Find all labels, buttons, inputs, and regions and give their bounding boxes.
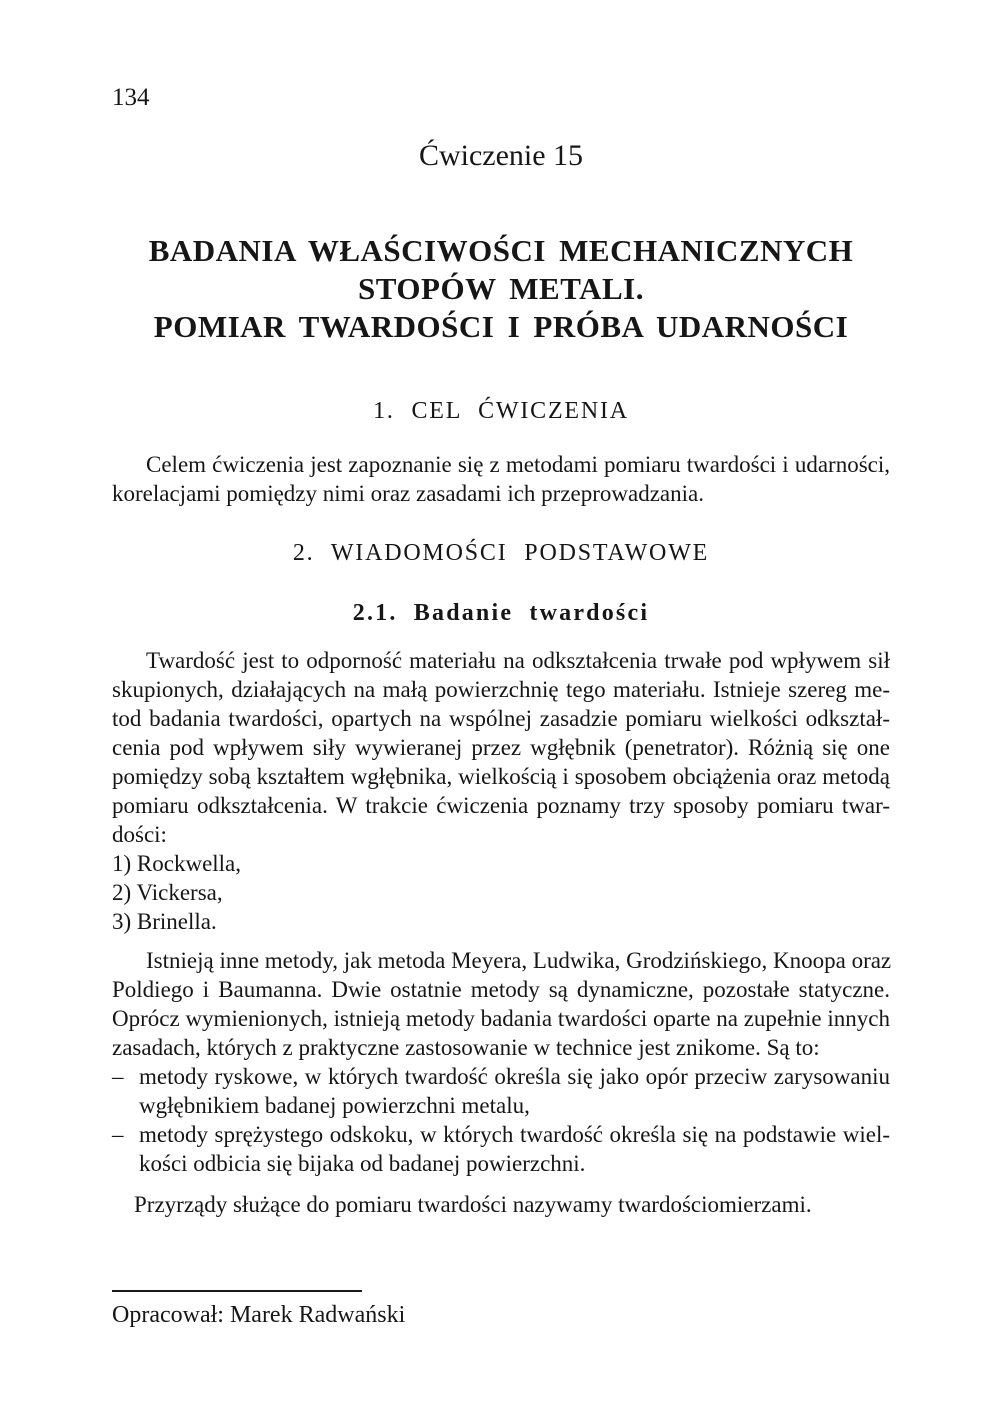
text-line: Twardość jest to odporność materiału na odkształcenia trwałe pod wpływem sił bbox=[146, 648, 890, 673]
text-line: korelacjami pomiędzy nimi oraz zasadami ich przeprowadzania. bbox=[112, 481, 704, 506]
dash-marker: – bbox=[112, 1064, 124, 1089]
text-line: zasadach, których z praktyczne zastosowanie w technice jest znikome. Są to: bbox=[112, 1035, 820, 1060]
other-methods-paragraph bbox=[112, 946, 890, 1062]
dash-list-item bbox=[112, 1120, 890, 1178]
subsection-2-1-heading: 2.1. Badanie twardości bbox=[352, 600, 650, 626]
text-line: dości: bbox=[112, 822, 167, 847]
section-2-heading: 2. WIADOMOŚCI PODSTAWOWE bbox=[292, 540, 710, 566]
page-footer bbox=[112, 1290, 890, 1329]
text-line: metody ryskowe, w których twardość określa się jako opór przeciw zarysowaniu bbox=[139, 1064, 890, 1089]
other-methods-dash-list bbox=[112, 1062, 890, 1178]
text-line: kości odbicia się bijaka od badanej powierzchni. bbox=[139, 1151, 586, 1176]
text-line: BADANIA WŁAŚCIWOŚCI MECHANICZNYCH bbox=[148, 233, 854, 268]
text-line: cenia pod wpływem siły wywieranej przez wgłębnik (penetrator). Różnią się one bbox=[112, 735, 890, 760]
page-number: 134 bbox=[112, 84, 150, 111]
text-line: Celem ćwiczenia jest zapoznanie się z metodami pomiaru twardości i udarności, bbox=[146, 452, 890, 477]
page-content-column bbox=[112, 0, 890, 1219]
text-line: Istnieją inne metody, jak metoda Meyera, Ludwika, Grodzińskiego, Knoopa oraz bbox=[146, 948, 892, 973]
dash-item-text bbox=[139, 1120, 890, 1178]
hardness-testers-paragraph bbox=[112, 1190, 890, 1219]
text-line: Oprócz wymienionych, istnieją metody badania twardości oparte na zupełnie innych bbox=[112, 1006, 890, 1031]
text-line: STOPÓW METALI. bbox=[358, 271, 644, 306]
dash-marker: – bbox=[112, 1122, 124, 1147]
text-line: pomiędzy sobą kształtem wgłębnika, wielkością i sposobem obciążenia oraz metodą bbox=[112, 764, 890, 789]
hardness-intro-paragraph bbox=[112, 646, 890, 849]
text-line: POMIAR TWARDOŚCI I PRÓBA UDARNOŚCI bbox=[153, 309, 849, 344]
text-line: 1) Rockwella, bbox=[112, 851, 242, 876]
document-title bbox=[112, 232, 890, 346]
text-line: 2) Vickersa, bbox=[112, 880, 223, 905]
author-credit: Opracował: Marek Radwański bbox=[112, 1302, 406, 1328]
text-line: 3) Brinella. bbox=[112, 909, 217, 934]
dash-list-item bbox=[112, 1062, 890, 1120]
dash-item-text bbox=[139, 1062, 890, 1120]
footnote-rule bbox=[112, 1290, 362, 1292]
section-1-paragraph bbox=[112, 450, 890, 508]
text-line: pomiaru odkształcenia. W trakcie ćwiczenia poznamy trzy sposoby pomiaru twar- bbox=[112, 793, 890, 818]
text-line: tod badania twardości, opartych na wspólnej zasadzie pomiaru wielkości odkształ- bbox=[112, 706, 890, 731]
text-line: metody sprężystego odskoku, w których twardość określa się na podstawie wiel- bbox=[139, 1122, 890, 1147]
text-line: Poldiego i Baumanna. Dwie ostatnie metody są dynamiczne, pozostałe statyczne. bbox=[112, 977, 890, 1002]
text-line: skupionych, działających na małą powierzchnię tego materiału. Istnieje szereg me- bbox=[112, 677, 890, 702]
hardness-testers-sentence: Przyrządy służące do pomiaru twardości nazywamy twardościomierzami. bbox=[134, 1192, 812, 1217]
text-line: wgłębnikiem badanej powierzchni metalu, bbox=[139, 1093, 530, 1118]
section-1-heading: 1. CEL ĆWICZENIA bbox=[373, 398, 629, 424]
exercise-heading: Ćwiczenie 15 bbox=[418, 139, 584, 172]
hardness-methods-numbered-list bbox=[112, 849, 890, 936]
